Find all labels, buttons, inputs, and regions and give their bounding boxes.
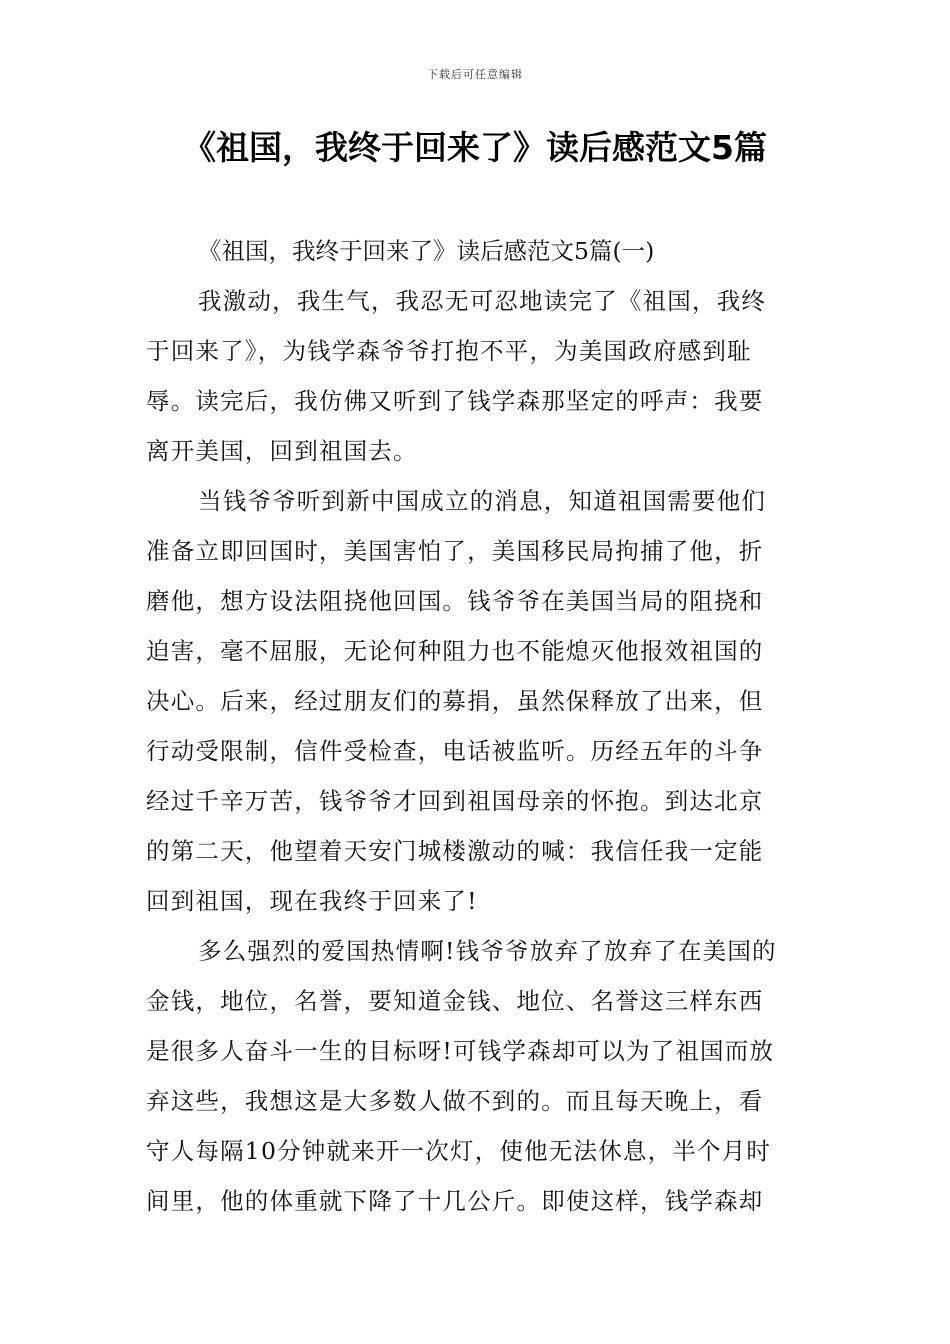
paragraph-line: 准备立即回国时，美国害怕了，美国移民局拘捕了他，折: [146, 537, 764, 565]
paragraph-line: 金钱，地位，名誉，要知道金钱、地位、名誉这三样东西: [146, 987, 764, 1015]
paragraph-line: 多么强烈的爱国热情啊!钱爷爷放弃了放弃了在美国的: [198, 937, 777, 965]
paragraph-line: 的第二天，他望着天安门城楼激动的喊：我信任我一定能: [146, 837, 764, 865]
paragraph-line: 间里，他的体重就下降了十几公斤。即使这样，钱学森却: [146, 1187, 764, 1215]
paragraph-line: 当钱爷爷听到新中国成立的消息，知道祖国需要他们: [198, 487, 767, 515]
paragraph-line: 磨他，想方设法阻挠他回国。钱爷爷在美国当局的阻挠和: [146, 587, 764, 615]
paragraph-line: 于回来了》，为钱学森爷爷打抱不平，为美国政府感到耻: [146, 337, 752, 365]
paragraph-line: 行动受限制，信件受检查，电话被监听。历经五年的斗争: [146, 737, 764, 765]
paragraph-line: 我激动，我生气，我忍无可忍地读完了《祖国，我终: [198, 287, 767, 315]
paragraph-line: 经过千辛万苦，钱爷爷才回到祖国母亲的怀抱。到达北京: [146, 787, 764, 815]
paragraph-3: [146, 926, 806, 1226]
header-note: 下载后可任意编辑: [427, 68, 523, 81]
paragraph-2: [146, 476, 806, 926]
paragraph-line: 辱。读完后，我仿佛又听到了钱学森那坚定的呼声：我要: [146, 387, 764, 415]
paragraph-line: 决心。后来，经过朋友们的募捐，虽然保释放了出来，但: [146, 687, 764, 715]
paragraph-line: 离开美国，回到祖国去。: [146, 437, 418, 465]
paragraph-line: 弃这些，我想这是大多数人做不到的。而且每天晚上，看: [146, 1087, 764, 1115]
article-body: [146, 226, 806, 1226]
page-title: 《祖国，我终于回来了》读后感范文5篇: [183, 128, 767, 167]
section-subtitle: 《祖国，我终于回来了》读后感范文5篇(一): [198, 237, 655, 265]
paragraph-line: 回到祖国，现在我终于回来了!: [146, 887, 478, 915]
paragraph-line: 守人每隔10分钟就来开一次灯，使他无法休息，半个月时: [146, 1137, 772, 1165]
paragraph-line: 是很多人奋斗一生的目标呀!可钱学森却可以为了祖国而放: [146, 1037, 775, 1065]
paragraph-1: [146, 276, 806, 476]
paragraph-line: 迫害，毫不屈服，无论何种阻力也不能熄灭他报效祖国的: [146, 637, 764, 665]
